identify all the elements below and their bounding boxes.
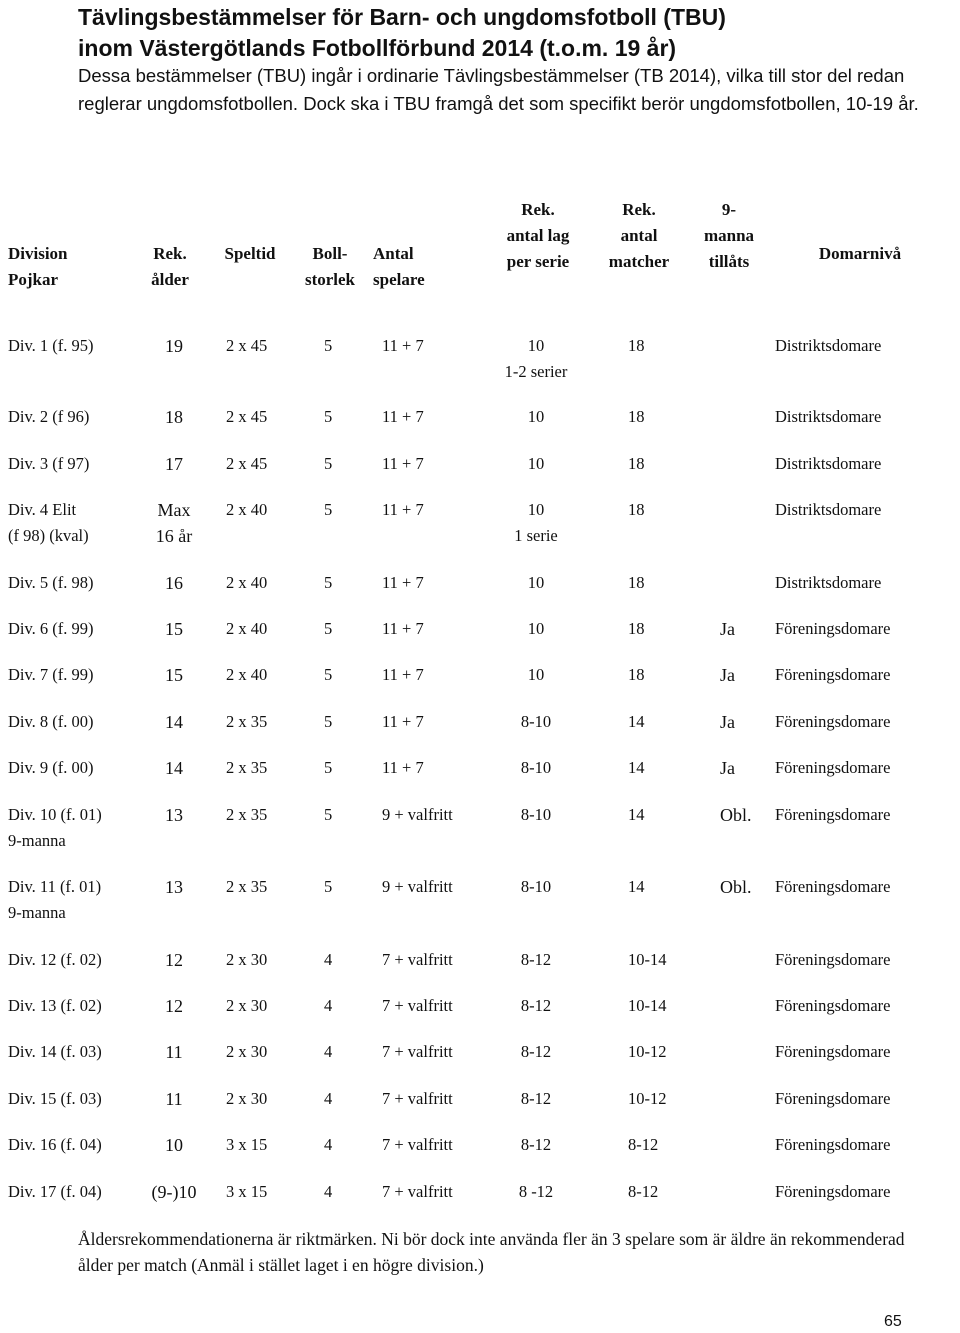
header-rek-antal-matcher-line: antal <box>620 226 658 245</box>
age-cell <box>134 333 214 359</box>
division-cell-line: Div. 13 (f. 02) <box>8 996 102 1015</box>
division-cell <box>8 1132 102 1158</box>
division-cell <box>8 451 89 477</box>
speltid-cell: 3 x 15 <box>226 1135 268 1154</box>
referee-cell: Föreningsdomare <box>775 1135 891 1154</box>
ball-size-cell: 5 <box>324 500 333 519</box>
document-title <box>78 2 938 64</box>
division-cell-line: Div. 5 (f. 98) <box>8 573 94 592</box>
age-cell <box>134 709 214 735</box>
division-cell <box>8 570 94 596</box>
teams-cell-line: 10 <box>527 407 545 426</box>
speltid-cell: 2 x 30 <box>226 996 268 1015</box>
intro-paragraph: Dessa bestämmelser (TBU) ingår i ordinarie Tävlingsbestämmelser (TB 2014), vilka till stor del redan reglerar ungdomsfotbollen. Dock ska i TBU framgå det som specifikt berör ungdomsfotbollen, 10-19 år. <box>78 65 919 114</box>
teams-cell-line: 8-10 <box>520 712 552 731</box>
ball-size-cell: 5 <box>324 712 333 731</box>
header-rek-antal-matcher <box>594 197 684 275</box>
players-cell: 7 + valfritt <box>382 1089 453 1108</box>
teams-cell-line: 8-12 <box>520 996 552 1015</box>
header-division-line: Division <box>8 244 68 263</box>
teams-cell-line: 8 -12 <box>518 1182 554 1201</box>
age-cell <box>134 451 214 477</box>
players-cell: 11 + 7 <box>382 500 424 519</box>
age-cell <box>134 616 214 642</box>
matches-cell: 18 <box>628 407 645 426</box>
header-rek-alder-line: Rek. <box>153 244 187 263</box>
matches-cell: 18 <box>628 336 645 355</box>
players-cell: 11 + 7 <box>382 407 424 426</box>
ball-size-cell: 5 <box>324 454 333 473</box>
players-cell: 11 + 7 <box>382 336 424 355</box>
division-cell-line: Div. 12 (f. 02) <box>8 950 102 969</box>
ball-size-cell: 5 <box>324 758 333 777</box>
division-cell <box>8 802 102 854</box>
speltid-cell: 2 x 45 <box>226 454 268 473</box>
players-cell: 7 + valfritt <box>382 1135 453 1154</box>
title-line-2: inom Västergötlands Fotbollförbund 2014 (t.o.m. 19 år) <box>78 35 677 61</box>
header-domarniva <box>780 241 940 267</box>
header-bollstorlek-line: storlek <box>304 270 356 289</box>
teams-cell-line: 8-12 <box>520 1042 552 1061</box>
teams-cell <box>488 497 584 549</box>
matches-cell: 18 <box>628 454 645 473</box>
referee-cell: Föreningsdomare <box>775 1042 891 1061</box>
matches-cell: 14 <box>628 712 645 731</box>
teams-cell-line: 8-10 <box>520 805 552 824</box>
page-number: 65 <box>884 1313 902 1330</box>
age-cell-line: 11 <box>165 1089 183 1109</box>
division-cell <box>8 333 94 359</box>
speltid-cell: 2 x 40 <box>226 500 268 519</box>
players-cell: 11 + 7 <box>382 665 424 684</box>
referee-cell: Föreningsdomare <box>775 950 891 969</box>
division-cell <box>8 755 94 781</box>
teams-cell <box>488 570 584 596</box>
division-cell <box>8 1086 102 1112</box>
referee-cell: Distriktsdomare <box>775 336 882 355</box>
teams-cell <box>488 993 584 1019</box>
age-cell <box>134 662 214 688</box>
header-antal-spelare <box>373 241 425 293</box>
division-cell <box>8 662 94 688</box>
teams-cell <box>488 404 584 430</box>
ball-size-cell: 4 <box>324 1182 333 1201</box>
nine-a-side-cell: Ja <box>720 619 735 639</box>
header-division <box>8 241 68 293</box>
division-cell <box>8 404 89 430</box>
teams-cell-line: 10 <box>527 665 545 684</box>
teams-cell <box>488 802 584 828</box>
division-cell-line: Div. 1 (f. 95) <box>8 336 94 355</box>
division-cell-line: (f 98) (kval) <box>8 526 89 545</box>
header-rek-antal-matcher-line: matcher <box>608 252 670 271</box>
header-rek-alder <box>130 241 210 293</box>
division-cell-line: Div. 11 (f. 01) <box>8 877 102 896</box>
header-speltid-line: Speltid <box>224 244 276 263</box>
division-cell-line: Div. 15 (f. 03) <box>8 1089 102 1108</box>
players-cell: 11 + 7 <box>382 758 424 777</box>
age-cell <box>134 947 214 973</box>
teams-cell-line: 1-2 serier <box>504 362 568 381</box>
teams-cell-line: 10 <box>527 573 545 592</box>
players-cell: 7 + valfritt <box>382 1042 453 1061</box>
speltid-cell: 2 x 30 <box>226 1089 268 1108</box>
teams-cell-line: 8-12 <box>520 1089 552 1108</box>
matches-cell: 18 <box>628 573 645 592</box>
division-cell <box>8 616 94 642</box>
matches-cell: 8-12 <box>628 1135 659 1154</box>
teams-cell <box>488 1086 584 1112</box>
age-cell-line: 12 <box>165 950 183 970</box>
division-cell <box>8 1039 102 1065</box>
division-cell-line: Div. 16 (f. 04) <box>8 1135 102 1154</box>
teams-cell-line: 10 <box>527 500 545 519</box>
division-cell <box>8 874 101 926</box>
header-9-manna-line: tillåts <box>708 252 750 271</box>
age-cell <box>134 802 214 828</box>
speltid-cell: 2 x 35 <box>226 758 268 777</box>
matches-cell: 18 <box>628 665 645 684</box>
teams-cell-line: 10 <box>527 454 545 473</box>
ball-size-cell: 4 <box>324 996 333 1015</box>
speltid-cell: 2 x 45 <box>226 407 268 426</box>
referee-cell: Distriktsdomare <box>775 500 882 519</box>
division-cell-line: Div. 2 (f 96) <box>8 407 90 426</box>
teams-cell-line: 8-12 <box>520 950 552 969</box>
age-cell-line: 18 <box>165 407 183 427</box>
players-cell: 9 + valfritt <box>382 805 453 824</box>
speltid-cell: 2 x 40 <box>226 619 268 638</box>
age-cell-line: 13 <box>165 805 183 825</box>
players-cell: 11 + 7 <box>382 454 424 473</box>
age-cell-line: (9-)10 <box>151 1182 197 1202</box>
age-cell-line: 16 år <box>155 526 193 546</box>
ball-size-cell: 5 <box>324 665 333 684</box>
division-cell-line: Div. 9 (f. 00) <box>8 758 94 777</box>
ball-size-cell: 4 <box>324 950 333 969</box>
header-9-manna-line: 9- <box>721 200 737 219</box>
age-cell-line: 11 <box>165 1042 183 1062</box>
header-antal-spelare-line: spelare <box>373 270 425 289</box>
division-cell-line: Div. 7 (f. 99) <box>8 665 94 684</box>
nine-a-side-cell: Ja <box>720 665 735 685</box>
age-cell <box>134 1179 214 1205</box>
ball-size-cell: 5 <box>324 805 333 824</box>
matches-cell: 14 <box>628 877 645 896</box>
header-9-manna <box>688 197 770 275</box>
division-cell-line: 9-manna <box>8 831 66 850</box>
referee-cell: Föreningsdomare <box>775 619 891 638</box>
age-cell-line: 12 <box>165 996 183 1016</box>
referee-cell: Föreningsdomare <box>775 1089 891 1108</box>
teams-cell <box>488 451 584 477</box>
teams-cell-line: 8-10 <box>520 758 552 777</box>
division-cell-line: Div. 6 (f. 99) <box>8 619 94 638</box>
referee-cell: Föreningsdomare <box>775 1182 891 1201</box>
speltid-cell: 3 x 15 <box>226 1182 268 1201</box>
teams-cell-line: 8-12 <box>520 1135 552 1154</box>
teams-cell <box>488 755 584 781</box>
teams-cell <box>488 874 584 900</box>
players-cell: 7 + valfritt <box>382 1182 453 1201</box>
matches-cell: 14 <box>628 758 645 777</box>
age-cell-line: 15 <box>165 665 183 685</box>
players-cell: 9 + valfritt <box>382 877 453 896</box>
division-cell <box>8 993 102 1019</box>
division-cell-line: Div. 3 (f 97) <box>8 454 90 473</box>
referee-cell: Distriktsdomare <box>775 407 882 426</box>
age-cell-line: 16 <box>165 573 183 593</box>
speltid-cell: 2 x 45 <box>226 336 268 355</box>
age-cell <box>134 570 214 596</box>
age-cell-line: 14 <box>165 758 183 778</box>
header-antal-spelare-line: Antal <box>373 244 414 263</box>
division-cell <box>8 497 89 549</box>
header-rek-antal-lag <box>490 197 586 275</box>
title-line-1: Tävlingsbestämmelser för Barn- och ungdomsfotboll (TBU) <box>78 4 726 30</box>
referee-cell: Föreningsdomare <box>775 665 891 684</box>
age-cell <box>134 874 214 900</box>
age-cell <box>134 755 214 781</box>
matches-cell: 10-14 <box>628 950 667 969</box>
teams-cell <box>488 1039 584 1065</box>
referee-cell: Föreningsdomare <box>775 805 891 824</box>
division-cell-line: 9-manna <box>8 903 66 922</box>
players-cell: 11 + 7 <box>382 573 424 592</box>
speltid-cell: 2 x 35 <box>226 712 268 731</box>
header-domarniva-line: Domarnivå <box>818 244 902 263</box>
age-cell-line: 14 <box>165 712 183 732</box>
age-cell-line: 10 <box>165 1135 183 1155</box>
teams-cell <box>488 662 584 688</box>
speltid-cell: 2 x 30 <box>226 1042 268 1061</box>
teams-cell <box>488 1179 584 1205</box>
division-cell <box>8 1179 102 1205</box>
referee-cell: Föreningsdomare <box>775 877 891 896</box>
division-cell-line: Div. 8 (f. 00) <box>8 712 94 731</box>
speltid-cell: 2 x 40 <box>226 665 268 684</box>
header-bollstorlek <box>290 241 370 293</box>
teams-cell <box>488 947 584 973</box>
speltid-cell: 2 x 40 <box>226 573 268 592</box>
teams-cell-line: 10 <box>527 336 545 355</box>
header-bollstorlek-line: Boll- <box>312 244 348 263</box>
division-cell-line: Div. 14 (f. 03) <box>8 1042 102 1061</box>
ball-size-cell: 5 <box>324 877 333 896</box>
header-rek-antal-lag-line: Rek. <box>521 200 555 219</box>
matches-cell: 10-14 <box>628 996 667 1015</box>
speltid-cell: 2 x 30 <box>226 950 268 969</box>
matches-cell: 14 <box>628 805 645 824</box>
footnote: Åldersrekommendationerna är riktmärken. Ni bör dock inte använda fler än 3 spelare som är äldre än rekommenderad ålder per match (Anmäl i stället laget i en högre division.) <box>78 1229 905 1275</box>
matches-cell: 10-12 <box>628 1042 667 1061</box>
referee-cell: Föreningsdomare <box>775 996 891 1015</box>
ball-size-cell: 4 <box>324 1089 333 1108</box>
header-rek-antal-matcher-line: Rek. <box>622 200 656 219</box>
header-division-line: Pojkar <box>8 270 59 289</box>
speltid-cell: 2 x 35 <box>226 805 268 824</box>
age-cell <box>134 404 214 430</box>
header-rek-alder-line: ålder <box>151 270 189 289</box>
players-cell: 7 + valfritt <box>382 996 453 1015</box>
matches-cell: 18 <box>628 500 645 519</box>
division-cell-line: Div. 4 Elit <box>8 500 77 519</box>
nine-a-side-cell: Obl. <box>720 805 752 825</box>
matches-cell: 10-12 <box>628 1089 667 1108</box>
age-cell-line: Max <box>157 500 191 520</box>
teams-cell-line: 10 <box>527 619 545 638</box>
teams-cell-line: 8-10 <box>520 877 552 896</box>
header-rek-antal-lag-line: per serie <box>506 252 570 271</box>
division-cell <box>8 709 94 735</box>
header-rek-antal-lag-line: antal lag <box>506 226 570 245</box>
ball-size-cell: 4 <box>324 1135 333 1154</box>
age-cell <box>134 1086 214 1112</box>
referee-cell: Distriktsdomare <box>775 573 882 592</box>
age-cell-line: 13 <box>165 877 183 897</box>
referee-cell: Distriktsdomare <box>775 454 882 473</box>
teams-cell <box>488 709 584 735</box>
speltid-cell: 2 x 35 <box>226 877 268 896</box>
header-speltid <box>210 241 290 267</box>
age-cell <box>134 1132 214 1158</box>
division-cell-line: Div. 10 (f. 01) <box>8 805 102 824</box>
age-cell <box>134 497 214 549</box>
ball-size-cell: 5 <box>324 407 333 426</box>
ball-size-cell: 5 <box>324 336 333 355</box>
nine-a-side-cell: Ja <box>720 758 735 778</box>
matches-cell: 8-12 <box>628 1182 659 1201</box>
teams-cell <box>488 333 584 385</box>
players-cell: 11 + 7 <box>382 712 424 731</box>
matches-cell: 18 <box>628 619 645 638</box>
division-cell <box>8 947 102 973</box>
referee-cell: Föreningsdomare <box>775 712 891 731</box>
players-cell: 11 + 7 <box>382 619 424 638</box>
age-cell-line: 15 <box>165 619 183 639</box>
division-cell-line: Div. 17 (f. 04) <box>8 1182 102 1201</box>
ball-size-cell: 5 <box>324 573 333 592</box>
teams-cell <box>488 1132 584 1158</box>
teams-cell <box>488 616 584 642</box>
age-cell-line: 19 <box>165 336 183 356</box>
teams-cell-line: 1 serie <box>514 526 558 545</box>
nine-a-side-cell: Obl. <box>720 877 752 897</box>
age-cell <box>134 993 214 1019</box>
players-cell: 7 + valfritt <box>382 950 453 969</box>
ball-size-cell: 5 <box>324 619 333 638</box>
age-cell <box>134 1039 214 1065</box>
nine-a-side-cell: Ja <box>720 712 735 732</box>
header-9-manna-line: manna <box>703 226 755 245</box>
referee-cell: Föreningsdomare <box>775 758 891 777</box>
age-cell-line: 17 <box>165 454 183 474</box>
ball-size-cell: 4 <box>324 1042 333 1061</box>
